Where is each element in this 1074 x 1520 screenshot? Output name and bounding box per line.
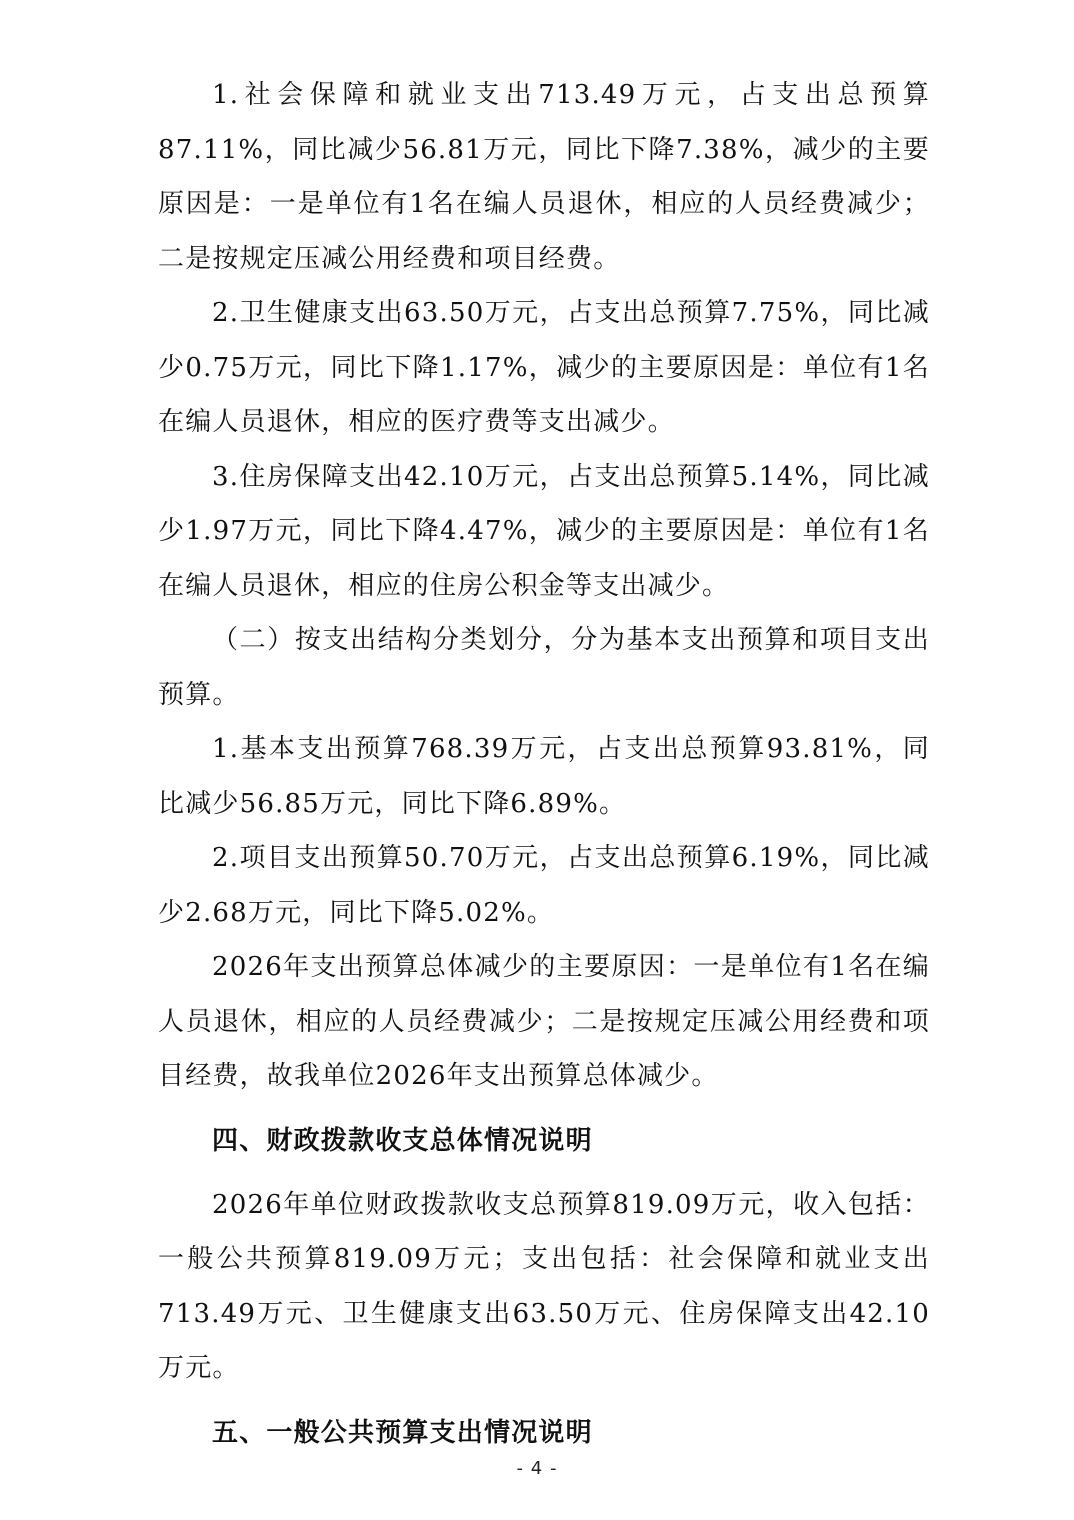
section-heading-fiscal-allocation: 四、财政拨款收支总体情况说明 <box>212 1125 593 1156</box>
page-number: - 4 - <box>516 1458 558 1479</box>
paragraph-project-expense: 2.项目支出预算50.70万元，占支出总预算6.19%，同比减少2.68万元，同比下降5.02%。 <box>158 843 930 928</box>
paragraph-decrease-reason: 2026年支出预算总体减少的主要原因：一是单位有1名在编人员退休，相应的人员经费减少；二是按规定压减公用经费和项目经费，故我单位2026年支出预算总体减少。 <box>158 952 930 1091</box>
paragraph-fiscal-allocation-summary: 2026年单位财政拨款收支总预算819.09万元，收入包括：一般公共预算819.09万元；支出包括：社会保障和就业支出713.49万元、卫生健康支出63.50万元、住房保障支出42.10万元。 <box>158 1189 930 1383</box>
paragraph-social-security-expense: 1.社会保障和就业支出713.49万元，占支出总预算87.11%，同比减少56.81万元，同比下降7.38%，减少的主要原因是：一是单位有1名在编人员退休，相应的人员经费减少；二是按规定压减公用经费和项目经费。 <box>158 80 930 274</box>
paragraph-basic-expense: 1.基本支出预算768.39万元，占支出总预算93.81%，同比减少56.85万元，同比下降6.89%。 <box>158 734 930 819</box>
section-heading-general-public-budget: 五、一般公共预算支出情况说明 <box>212 1417 593 1448</box>
paragraph-health-expense: 2.卫生健康支出63.50万元，占支出总预算7.75%，同比减少0.75万元，同比下降1.17%，减少的主要原因是：单位有1名在编人员退休，相应的医疗费等支出减少。 <box>158 298 930 437</box>
paragraph-housing-expense: 3.住房保障支出42.10万元，占支出总预算5.14%，同比减少1.97万元，同比下降4.47%，减少的主要原因是：单位有1名在编人员退休，相应的住房公积金等支出减少。 <box>158 461 930 601</box>
document-body <box>158 68 930 1460</box>
paragraph-expense-structure: （二）按支出结构分类划分，分为基本支出预算和项目支出预算。 <box>158 625 930 710</box>
